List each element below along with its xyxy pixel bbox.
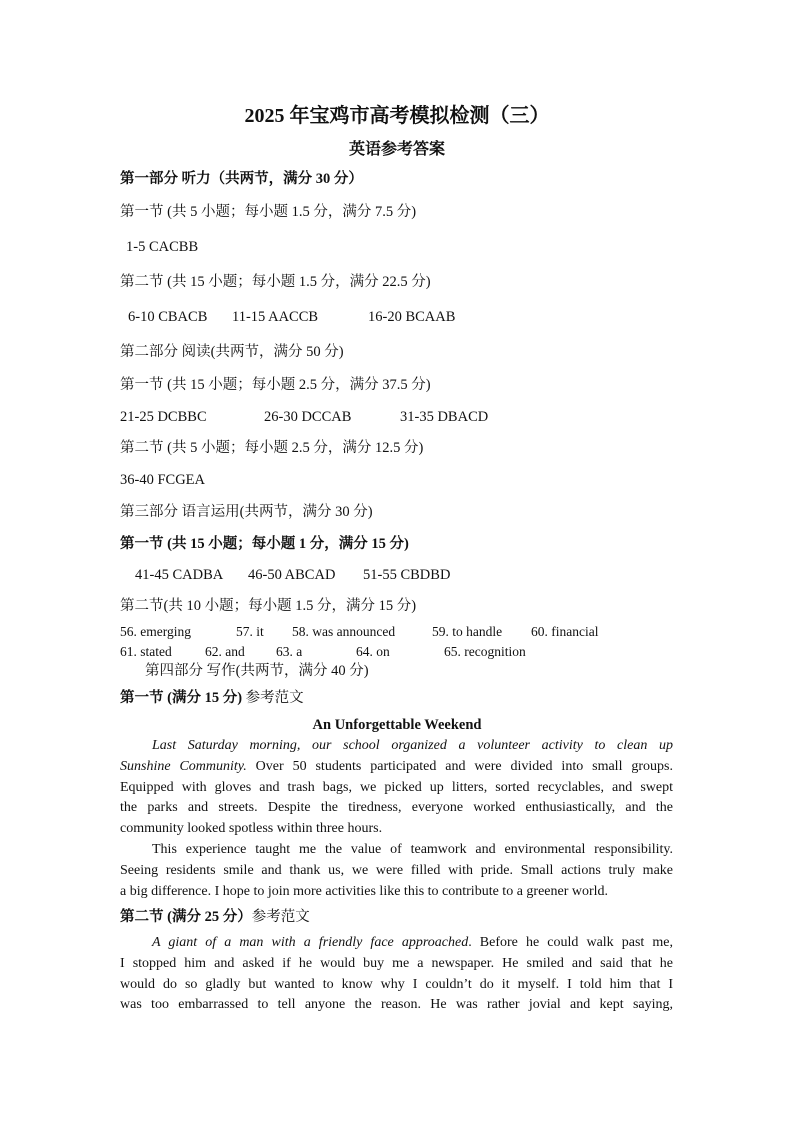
- part4-sec1-heading: [120, 689, 304, 707]
- part4-heading: 第四部分 写作(共两节，满分 40 分): [145, 663, 369, 679]
- answer-item: 65. recognition: [444, 644, 526, 659]
- answer-group: 11-15 AACCB: [232, 309, 319, 325]
- part1-sec1-heading: 第一节 (共 5 小题；每小题 1.5 分，满分 7.5 分): [120, 204, 417, 220]
- part4-sec2-heading-suffix: 参考范文: [251, 909, 310, 925]
- essay-line: I stopped him and asked if he would buy me a newspaper. He smiled and said that he: [120, 955, 673, 971]
- essay-paragraph-2: [120, 840, 673, 902]
- essay-italic-text: Last Saturday morning, our school organized a volunteer activity to clean up: [152, 738, 673, 753]
- answer-item: 63. a: [276, 644, 303, 659]
- essay-line: [120, 933, 673, 954]
- essay-line: Seeing residents smile and thank us, we were filled with pride. Small actions truly make: [120, 862, 673, 878]
- part2-sec2-heading: 第二节 (共 5 小题；每小题 2.5 分，满分 12.5 分): [120, 440, 424, 456]
- part3-sec1-heading: 第一节 (共 15 小题；每小题 1 分，满分 15 分): [120, 536, 409, 552]
- essay-line: a big difference. I hope to join more activities like this to contribute to a greener world.: [120, 883, 609, 899]
- answer-group: 41-45 CADBA: [135, 567, 224, 583]
- part4-sec1-heading-label: 第一节 (满分 15 分): [120, 690, 243, 706]
- essay-line: was too embarrassed to tell anyone the reason. He was rather jovial and kept saying,: [120, 997, 673, 1013]
- part4-sec2-heading-label: 第二节 (满分 25 分）: [120, 909, 252, 925]
- part4-sec1-heading-suffix: 参考范文: [242, 690, 304, 706]
- answer-item: 60. financial: [531, 624, 599, 639]
- essay-line: This experience taught me the value of teamwork and environmental responsibility.: [152, 842, 673, 857]
- essay-line: [120, 736, 673, 757]
- answer-group: 21-25 DCBBC: [120, 409, 207, 425]
- answer-item: 58. was announced: [292, 624, 396, 639]
- part1-heading: 第一部分 听力（共两节，满分 30 分）: [120, 171, 363, 187]
- answer-group: 26-30 DCCAB: [264, 409, 352, 425]
- essay-italic-text: A giant of a man with a friendly face approached: [152, 935, 469, 950]
- answer-item: 61. stated: [120, 644, 172, 659]
- answer-group: 16-20 BCAAB: [368, 309, 456, 325]
- essay-text: Over 50 students participated and were divided into small groups.: [246, 758, 673, 774]
- answer-group: 36-40 FCGEA: [120, 472, 205, 488]
- essay-text: . Before he could walk past me,: [468, 935, 673, 950]
- part2-heading: 第二部分 阅读(共两节，满分 50 分): [120, 344, 344, 360]
- answer-group: 6-10 CBACB: [128, 309, 208, 325]
- part1-sec2-heading: 第二节 (共 15 小题；每小题 1.5 分，满分 22.5 分): [120, 274, 431, 290]
- essay-italic-text: Sunshine Community.: [120, 758, 247, 774]
- part3-sec2-heading: 第二节(共 10 小题；每小题 1.5 分，满分 15 分): [120, 598, 417, 614]
- answer-group: 1-5 CACBB: [126, 239, 199, 255]
- answer-item: 64. on: [356, 644, 390, 659]
- part2-sec1-heading: 第一节 (共 15 小题；每小题 2.5 分，满分 37.5 分): [120, 377, 431, 393]
- essay-paragraph-1: [120, 736, 673, 840]
- answer-group: 31-35 DBACD: [400, 409, 489, 425]
- part4-sec2-heading: [120, 908, 310, 926]
- answer-item: 59. to handle: [432, 624, 503, 639]
- document-subtitle: 英语参考答案: [348, 141, 445, 158]
- part3-heading: 第三部分 语言运用(共两节，满分 30 分): [120, 504, 373, 520]
- answer-group: 51-55 CBDBD: [363, 567, 451, 583]
- essay-line: Equipped with gloves and trash bags, we picked up litters, sorted recyclables, and swept: [120, 779, 673, 795]
- answer-item: 57. it: [236, 624, 264, 639]
- essay-line: [120, 757, 673, 778]
- essay-line: the parks and streets. Despite the tiredness, everyone worked enthusiastically, and the: [120, 800, 673, 816]
- document-title: 2025 年宝鸡市高考模拟检测（三）: [244, 105, 550, 127]
- answer-item: 56. emerging: [120, 624, 191, 639]
- answer-item: 62. and: [205, 644, 245, 659]
- essay-line: community looked spotless within three hours.: [120, 821, 383, 837]
- essay-title: An Unforgettable Weekend: [312, 717, 482, 733]
- essay-paragraph-3: [120, 933, 673, 1016]
- essay-line: would do so gladly but wanted to know why I couldn’t do it myself. I told him that I: [120, 976, 673, 992]
- answer-group: 46-50 ABCAD: [248, 567, 336, 583]
